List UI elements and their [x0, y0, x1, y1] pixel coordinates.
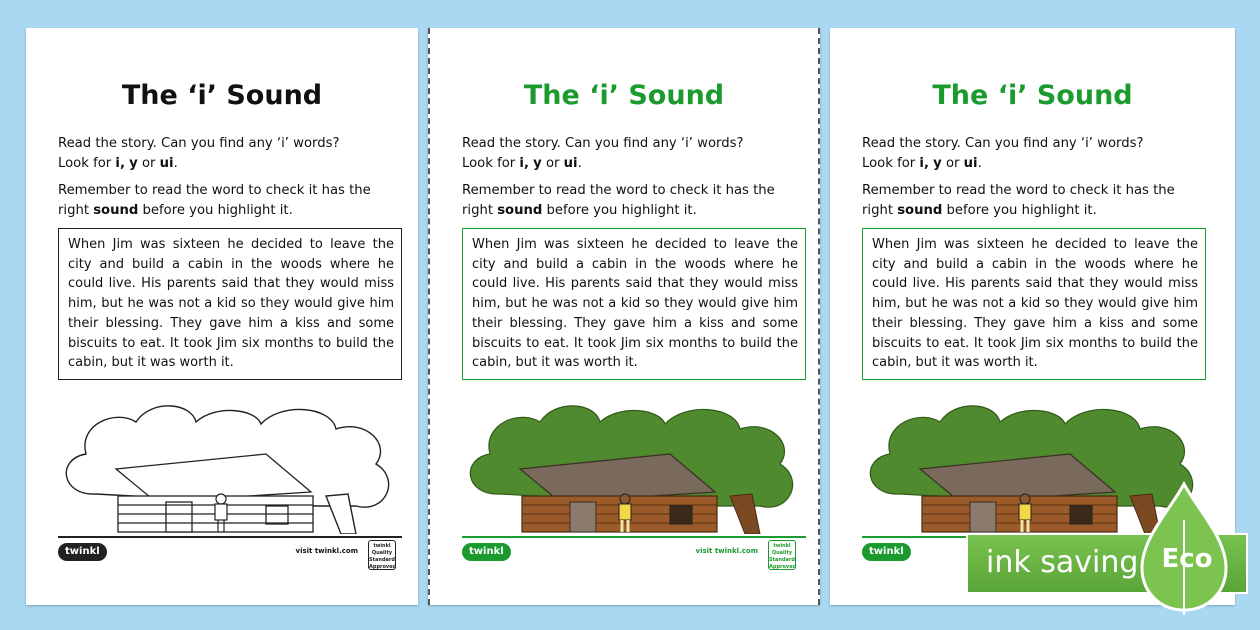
ink-saving-text: ink saving [986, 545, 1139, 580]
instruction-look-for: Look for [862, 156, 916, 171]
instruction-period: . [173, 156, 178, 171]
instruction-look-for: Look for [58, 156, 112, 171]
instruction-or: or [141, 156, 156, 171]
instruction-period: . [577, 156, 582, 171]
eco-label: Eco [1161, 544, 1213, 574]
instruction-question: Read the story. Can you find any ‘i’ words? [462, 136, 744, 151]
reminder-suffix: before you highlight it. [546, 203, 697, 218]
grapheme-ui: ui [159, 156, 174, 171]
reminder-text: Remember to read the word to check it has the right [462, 183, 775, 218]
footer-divider [462, 536, 806, 538]
reminder-bold: sound [93, 203, 139, 218]
reminder-text: Remember to read the word to check it has the right [862, 183, 1175, 218]
reminder [58, 181, 403, 221]
instruction-question: Read the story. Can you find any ‘i’ words? [862, 136, 1144, 151]
grapheme-ui: ui [563, 156, 578, 171]
instruction-period: . [977, 156, 982, 171]
reminder-suffix: before you highlight it. [142, 203, 293, 218]
story-box: When Jim was sixteen he decided to leave the city and build a cabin in the woods where he could live. His parents said that they would miss him, but he was not a kid so they would give him their blessing. They gave him a kiss and some biscuits to eat. It took Jim six months to build the cabin, but it was worth it. [58, 228, 402, 380]
quality-badge: twinkl Quality Standard Approved [768, 540, 796, 570]
instructions [58, 134, 403, 174]
cabin-illustration-color [460, 384, 810, 534]
grapheme-y: y [933, 156, 942, 171]
story-box: When Jim was sixteen he decided to leave the city and build a cabin in the woods where he could live. His parents said that they would miss him, but he was not a kid so they would give him their blessing. They gave him a kiss and some biscuits to eat. It took Jim six months to build the cabin, but it was worth it. [462, 228, 806, 380]
twinkl-logo: twinkl [862, 543, 911, 561]
instruction-or: or [945, 156, 960, 171]
grapheme-ui: ui [963, 156, 978, 171]
reminder [462, 181, 807, 221]
quality-badge: twinkl Quality Standard Approved [368, 540, 396, 570]
instructions [462, 134, 807, 174]
grapheme-y: y [533, 156, 542, 171]
worksheet-title: The ‘i’ Sound [523, 80, 725, 111]
footer-divider [58, 536, 402, 538]
reminder-text: Remember to read the word to check it has the right [58, 183, 371, 218]
worksheet-title: The ‘i’ Sound [932, 80, 1133, 111]
instructions [862, 134, 1207, 174]
instruction-look-for: Look for [462, 156, 516, 171]
grapheme-i: i, [115, 156, 125, 171]
visit-link: visit twinkl.com [695, 547, 758, 555]
grapheme-y: y [129, 156, 138, 171]
cabin-illustration-line-art [56, 384, 406, 534]
instruction-or: or [545, 156, 560, 171]
instruction-question: Read the story. Can you find any ‘i’ words? [58, 136, 340, 151]
twinkl-logo: twinkl [58, 543, 107, 561]
grapheme-i: i, [919, 156, 929, 171]
twinkl-logo: twinkl [462, 543, 511, 561]
worksheet-title: The ‘i’ Sound [121, 80, 323, 111]
reminder-bold: sound [497, 203, 543, 218]
grapheme-i: i, [519, 156, 529, 171]
visit-link: visit twinkl.com [295, 547, 358, 555]
worksheet-color [428, 28, 820, 605]
worksheet-line-art [26, 28, 418, 605]
story-box: When Jim was sixteen he decided to leave the city and build a cabin in the woods where he could live. His parents said that they would miss him, but he was not a kid so they would give him their blessing. They gave him a kiss and some biscuits to eat. It took Jim six months to build the cabin, but it was worth it. [862, 228, 1206, 380]
reminder-suffix: before you highlight it. [946, 203, 1097, 218]
reminder-bold: sound [897, 203, 943, 218]
reminder [862, 181, 1207, 221]
